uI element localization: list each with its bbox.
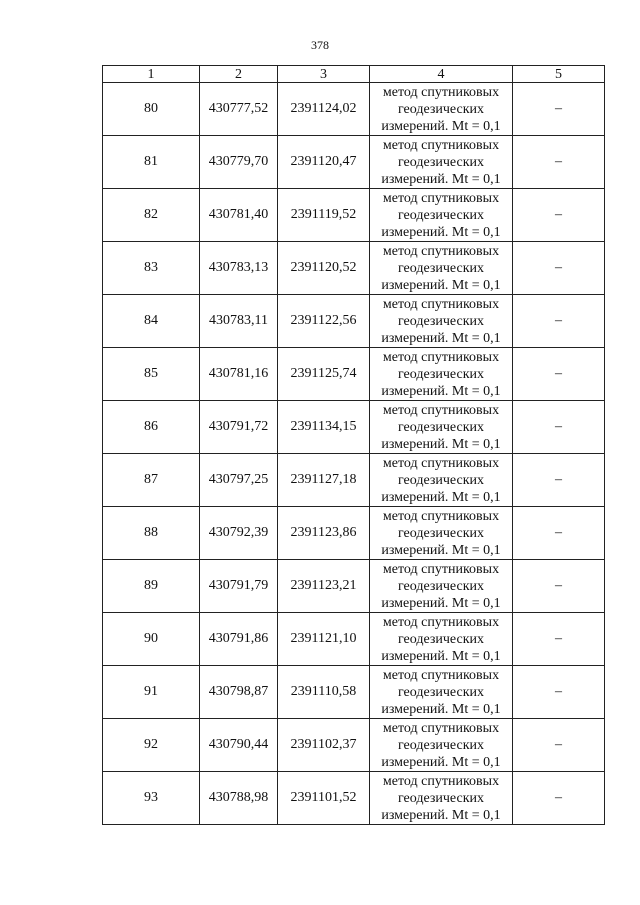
method-line-2: геодезических: [397, 578, 484, 594]
table-body: [103, 83, 605, 825]
method-line-3: измерений. Mt = 0,1: [381, 595, 501, 611]
coordinate-x-cell: 430791,72: [200, 401, 278, 454]
coordinate-y-cell: 2391122,56: [278, 295, 370, 348]
coordinate-x-cell: 430792,39: [200, 507, 278, 560]
point-number-cell: 80: [103, 83, 200, 136]
column-5-cell: –: [513, 83, 605, 136]
method-line-2: геодезических: [397, 366, 484, 382]
coordinate-x-cell: 430791,79: [200, 560, 278, 613]
method-line-1: метод спутниковых: [382, 720, 500, 736]
table-row: [103, 189, 605, 242]
method-cell: [370, 719, 513, 772]
method-cell: [370, 136, 513, 189]
table-row: [103, 83, 605, 136]
column-header-4: 4: [370, 66, 513, 83]
column-5-cell: –: [513, 719, 605, 772]
method-cell: [370, 83, 513, 136]
method-cell: [370, 560, 513, 613]
method-cell: [370, 507, 513, 560]
table-row: [103, 295, 605, 348]
column-5-cell: –: [513, 666, 605, 719]
method-line-1: метод спутниковых: [382, 243, 500, 259]
method-line-2: геодезических: [397, 101, 484, 117]
method-cell: [370, 348, 513, 401]
column-5-cell: –: [513, 295, 605, 348]
point-number-cell: 88: [103, 507, 200, 560]
coordinate-x-cell: 430781,16: [200, 348, 278, 401]
method-line-3: измерений. Mt = 0,1: [381, 224, 501, 240]
method-line-3: измерений. Mt = 0,1: [381, 542, 501, 558]
method-line-2: геодезических: [397, 684, 484, 700]
point-number-cell: 87: [103, 454, 200, 507]
column-5-cell: –: [513, 189, 605, 242]
method-line-1: метод спутниковых: [382, 402, 500, 418]
table-row: [103, 136, 605, 189]
method-line-1: метод спутниковых: [382, 190, 500, 206]
point-number-cell: 82: [103, 189, 200, 242]
column-5-cell: –: [513, 136, 605, 189]
column-5-cell: –: [513, 613, 605, 666]
method-line-3: измерений. Mt = 0,1: [381, 383, 501, 399]
method-line-1: метод спутниковых: [382, 508, 500, 524]
method-cell: [370, 295, 513, 348]
table-row: [103, 454, 605, 507]
method-line-1: метод спутниковых: [382, 455, 500, 471]
method-line-1: метод спутниковых: [382, 137, 500, 153]
coordinate-y-cell: 2391120,52: [278, 242, 370, 295]
column-5-cell: –: [513, 560, 605, 613]
coordinate-y-cell: 2391102,37: [278, 719, 370, 772]
method-line-1: метод спутниковых: [382, 349, 500, 365]
method-line-2: геодезических: [397, 790, 484, 806]
point-number-cell: 90: [103, 613, 200, 666]
coordinate-y-cell: 2391123,21: [278, 560, 370, 613]
coordinate-y-cell: 2391119,52: [278, 189, 370, 242]
method-line-2: геодезических: [397, 207, 484, 223]
method-line-2: геодезических: [397, 260, 484, 276]
method-line-3: измерений. Mt = 0,1: [381, 277, 501, 293]
method-line-3: измерений. Mt = 0,1: [381, 754, 501, 770]
method-cell: [370, 454, 513, 507]
method-line-3: измерений. Mt = 0,1: [381, 118, 501, 134]
coordinate-x-cell: 430779,70: [200, 136, 278, 189]
method-line-2: геодезических: [397, 525, 484, 541]
column-header-1: 1: [103, 66, 200, 83]
table-row: [103, 242, 605, 295]
column-header-3: 3: [278, 66, 370, 83]
coordinate-x-cell: 430790,44: [200, 719, 278, 772]
method-line-2: геодезических: [397, 472, 484, 488]
table-row: [103, 613, 605, 666]
table-header-row: [103, 66, 605, 83]
coordinate-y-cell: 2391121,10: [278, 613, 370, 666]
method-line-1: метод спутниковых: [382, 561, 500, 577]
method-line-3: измерений. Mt = 0,1: [381, 436, 501, 452]
method-line-3: измерений. Mt = 0,1: [381, 171, 501, 187]
table-row: [103, 666, 605, 719]
table-row: [103, 560, 605, 613]
point-number-cell: 89: [103, 560, 200, 613]
point-number-cell: 84: [103, 295, 200, 348]
method-line-1: метод спутниковых: [382, 84, 500, 100]
column-5-cell: –: [513, 348, 605, 401]
method-line-3: измерений. Mt = 0,1: [381, 330, 501, 346]
method-line-1: метод спутниковых: [382, 773, 500, 789]
coordinate-x-cell: 430783,13: [200, 242, 278, 295]
page-number: 378: [311, 38, 329, 52]
column-header-2: 2: [200, 66, 278, 83]
method-line-1: метод спутниковых: [382, 296, 500, 312]
method-cell: [370, 666, 513, 719]
coordinate-y-cell: 2391110,58: [278, 666, 370, 719]
point-number-cell: 92: [103, 719, 200, 772]
point-number-cell: 83: [103, 242, 200, 295]
column-header-5: 5: [513, 66, 605, 83]
point-number-cell: 93: [103, 772, 200, 825]
coordinate-y-cell: 2391120,47: [278, 136, 370, 189]
coordinate-x-cell: 430788,98: [200, 772, 278, 825]
point-number-cell: 85: [103, 348, 200, 401]
method-line-3: измерений. Mt = 0,1: [381, 489, 501, 505]
coordinate-x-cell: 430783,11: [200, 295, 278, 348]
coordinate-y-cell: 2391125,74: [278, 348, 370, 401]
method-line-3: измерений. Mt = 0,1: [381, 701, 501, 717]
coordinate-x-cell: 430791,86: [200, 613, 278, 666]
coordinate-y-cell: 2391127,18: [278, 454, 370, 507]
method-cell: [370, 189, 513, 242]
method-line-1: метод спутниковых: [382, 614, 500, 630]
coordinate-x-cell: 430798,87: [200, 666, 278, 719]
table-row: [103, 348, 605, 401]
coordinate-y-cell: 2391134,15: [278, 401, 370, 454]
table-row: [103, 507, 605, 560]
table-row: [103, 401, 605, 454]
table-row: [103, 719, 605, 772]
coordinate-y-cell: 2391101,52: [278, 772, 370, 825]
method-cell: [370, 242, 513, 295]
method-line-3: измерений. Mt = 0,1: [381, 807, 501, 823]
column-5-cell: –: [513, 454, 605, 507]
method-line-2: геодезических: [397, 631, 484, 647]
coordinate-x-cell: 430797,25: [200, 454, 278, 507]
column-5-cell: –: [513, 242, 605, 295]
method-cell: [370, 772, 513, 825]
point-number-cell: 81: [103, 136, 200, 189]
method-cell: [370, 401, 513, 454]
coordinate-x-cell: 430781,40: [200, 189, 278, 242]
column-5-cell: –: [513, 772, 605, 825]
column-5-cell: –: [513, 507, 605, 560]
coordinates-table: [102, 65, 605, 825]
method-line-2: геодезических: [397, 737, 484, 753]
method-line-2: геодезических: [397, 419, 484, 435]
coordinate-y-cell: 2391123,86: [278, 507, 370, 560]
method-line-2: геодезических: [397, 154, 484, 170]
table-row: [103, 772, 605, 825]
point-number-cell: 86: [103, 401, 200, 454]
method-line-3: измерений. Mt = 0,1: [381, 648, 501, 664]
point-number-cell: 91: [103, 666, 200, 719]
method-line-2: геодезических: [397, 313, 484, 329]
method-cell: [370, 613, 513, 666]
method-line-1: метод спутниковых: [382, 667, 500, 683]
coordinate-x-cell: 430777,52: [200, 83, 278, 136]
coordinate-y-cell: 2391124,02: [278, 83, 370, 136]
column-5-cell: –: [513, 401, 605, 454]
